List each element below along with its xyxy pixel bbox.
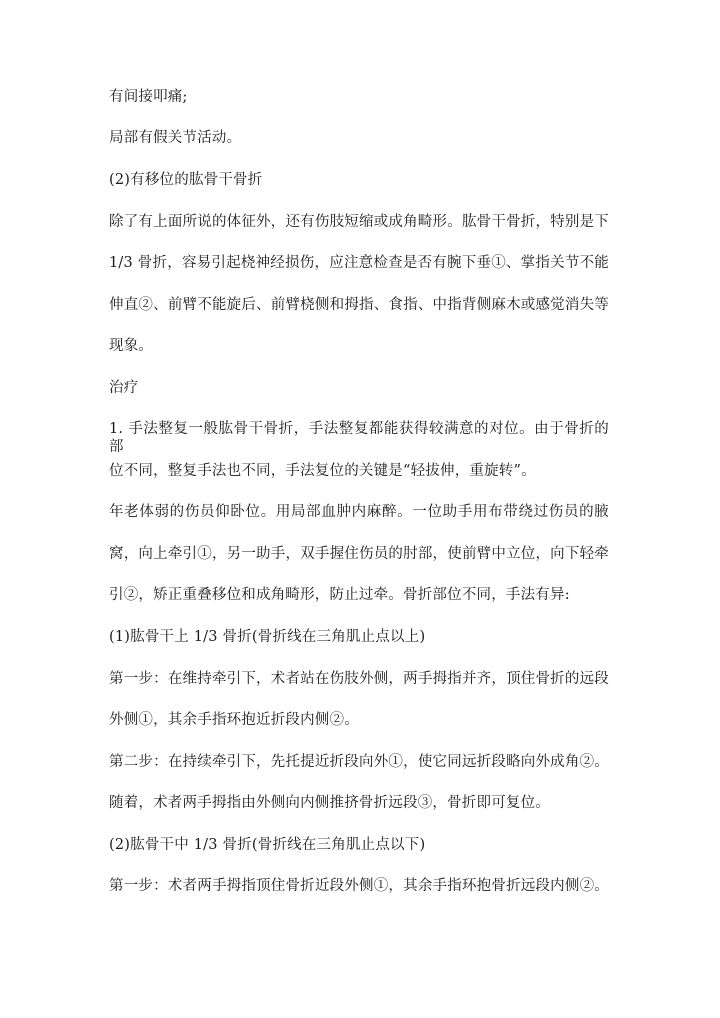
text-line: 年老体弱的伤员仰卧位。用局部血肿内麻醉。一位助手用布带绕过伤员的腋 <box>109 504 609 520</box>
text-line: 局部有假关节活动。 <box>109 130 242 146</box>
text-line: 伸直②、前臂不能旋后、前臂桡侧和拇指、食指、中指背侧麻木或感觉消失等 <box>109 297 609 313</box>
text-line: 现象。 <box>109 338 154 354</box>
text-line: 第二步：在持续牵引下，先托提近折段向外①，使它同远折段略向外成角②。 <box>109 754 609 770</box>
text-line: 第一步：在维持牵引下，术者站在伤肢外侧，两手拇指并齐，顶住骨折的远段 <box>109 671 609 687</box>
text-line: 第一步：术者两手拇指顶住骨折近段外侧①，其余手指环抱骨折远段内侧②。 <box>109 878 609 894</box>
text-line: 有间接叩痛; <box>109 89 188 105</box>
text-line: 窝，向上牵引①，另一助手，双手握住伤员的肘部，使前臂中立位，向下轻牵 <box>109 546 609 562</box>
section-heading: (2)有移位的肱骨干骨折 <box>109 172 263 188</box>
section-heading: (1)肱骨干上 1/3 骨折(骨折线在三角肌止点以上) <box>109 629 426 645</box>
section-heading: (2)肱骨干中 1/3 骨折(骨折线在三角肌止点以下) <box>109 837 426 853</box>
text-line: 除了有上面所说的体征外，还有伤肢短缩或成角畸形。肱骨干骨折，特别是下 <box>109 214 609 230</box>
text-line: 随着，术者两手拇指由外侧向内侧推挤骨折远段③，骨折即可复位。 <box>109 795 550 811</box>
text-line: 1/3 骨折，容易引起桡神经损伤，应注意检查是否有腕下垂①、掌指关节不能 <box>109 255 609 271</box>
section-heading: 治疗 <box>109 380 139 396</box>
text-line: 引②，矫正重叠移位和成角畸形，防止过牵。骨折部位不同，手法有异: <box>109 587 570 603</box>
text-line: 外侧①，其余手指环抱近折段内侧②。 <box>109 712 359 728</box>
text-line: 位不同，整复手法也不同，手法复位的关键是“轻拔伸，重旋转”。 <box>109 463 536 479</box>
text-line: 1. 手法整复一般肱骨干骨折，手法整复都能获得较满意的对位。由于骨折的部 <box>109 421 609 455</box>
